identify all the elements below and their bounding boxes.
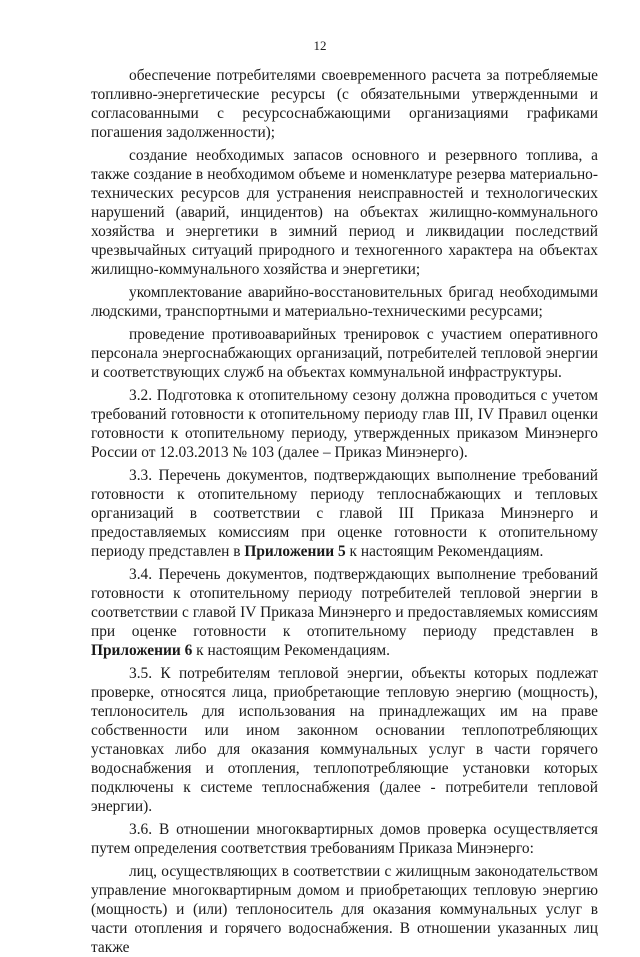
paragraph-3-4 (91, 565, 598, 660)
paragraph-3-5: 3.5. К потребителям тепловой энергии, объекты которых подлежат проверке, относятся лица, приобретающие тепловую энергию (мощность), теплоноситель для использования на принадлежащих им на праве собственности или ином законном основании теплопотребляющих установках либо для оказания коммунальных услуг в части горячего водоснабжения и отопления, теплопотребляющие установки которых подключены к системе теплоснабжения (далее - потребители тепловой энергии). (91, 665, 598, 815)
paragraph-emergency-crews: укомплектование аварийно-восстановительных бригад необходимыми людскими, транспортными и материально-техническими ресурсами; (91, 284, 598, 320)
appendix-5-reference: Приложении 5 (244, 543, 346, 560)
paragraph-3-6: 3.6. В отношении многоквартирных домов проверка осуществляется путем определения соответствия требованиям Приказа Минэнерго: (91, 821, 598, 857)
paragraph-3-3-text: 3.3. Перечень документов, подтверждающих выполнение требований готовности к отопительному периоду теплоснабжающих и тепловых организаций в соответствии с главой III Приказа Минэнерго и предоставляемых комиссиям при оценке готовности к отопительному периоду представлен в (91, 467, 598, 560)
paragraph-3-2: 3.2. Подготовка к отопительному сезону должна проводиться с учетом требований готовности к отопительному периоду глав III, IV Правил оценки готовности к отопительному периоду, утвержденных приказом Минэнерго России от 12.03.2013 № 103 (далее – Приказ Минэнерго). (91, 387, 598, 461)
paragraph-3-3 (91, 466, 598, 561)
document-body (91, 66, 598, 957)
appendix-6-reference: Приложении 6 (91, 642, 193, 659)
paragraph-emergency-drills: проведение противоаварийных тренировок с участием оперативного персонала энергоснабжающих организаций, потребителей тепловой энергии и соответствующих служб на объектах коммунальной инфраструктуры. (91, 326, 598, 381)
paragraph-apartment-managers: лиц, осуществляющих в соответствии с жилищным законодательством управление многоквартирным домом и приобретающих тепловую энергию (мощность) и (или) теплоноситель для оказания коммунальных услуг в части отопления и горячего водоснабжения. В отношении указанных лиц также (91, 863, 598, 956)
page-number: 12 (313, 38, 327, 53)
paragraph-fuel-reserves: создание необходимых запасов основного и резервного топлива, а также создание в необходимом объеме и номенклатуре резерва материально-технических ресурсов для устранения неисправностей и технологических нарушений (аварий, инцидентов) на объектах жилищно-коммунального хозяйства и энергетики в зимний период и ликвидации последствий чрезвычайных ситуаций природного и техногенного характера на объектах жилищно-коммунального хозяйства и энергетики; (91, 147, 598, 278)
paragraph-3-4-ending: к настоящим Рекомендациям. (192, 642, 390, 659)
paragraph-3-3-ending: к настоящим Рекомендациям. (345, 543, 544, 560)
paragraph-consumer-payments: обеспечение потребителями своевременного расчета за потребляемые топливно-энергетические ресурсы (с обязательными утвержденными и согласованными с ресурсоснабжающими организациями графиками погашения задолженности); (91, 67, 598, 141)
paragraph-3-4-text: 3.4. Перечень документов, подтверждающих выполнение требований готовности к отопительному периоду потребителей тепловой энергии в соответствии с главой IV Приказа Минэнерго и предоставляемых комиссиям при оценке готовности к отопительному периоду представлен в (91, 566, 598, 640)
